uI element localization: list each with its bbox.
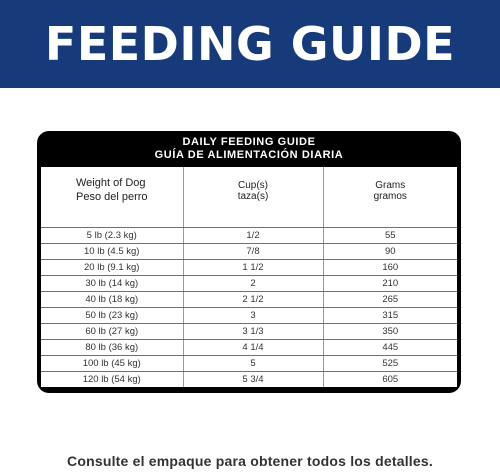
cups-cell: 1 1/2 [183,259,323,275]
grams-cell: 315 [323,307,457,323]
grams-header-english: Grams [375,180,406,191]
grams-cell: 605 [382,373,399,385]
cups-header-spanish: taza(s) [237,191,269,202]
grams-cell: 55 [323,227,457,243]
grams-cell: 90 [323,243,457,259]
table-row [41,371,457,387]
cups-header-english: Cup(s) [237,180,268,191]
table-title-spanish: GUÍA DE ALIMENTACIÓN DIARIA [154,149,344,161]
weight-cell: 60 lb (27 kg) [41,323,183,339]
feeding-table [41,167,457,387]
grams-cell: 525 [323,355,457,371]
weight-cell: 100 lb (45 kg) [41,355,183,371]
weight-cell: 10 lb (4.5 kg) [41,243,183,259]
header-banner [0,0,500,88]
table-title-english: DAILY FEEDING GUIDE [182,136,316,148]
header-row [41,167,457,227]
weight-cell: 80 lb (36 kg) [41,339,183,355]
grams-cell: 350 [323,323,457,339]
grams-header-spanish: gramos [373,191,407,202]
table-row [41,243,457,259]
weight-cell: 5 lb (2.3 kg) [41,227,183,243]
weight-cell: 40 lb (18 kg) [41,291,183,307]
cups-cell: 3 [183,307,323,323]
weight-cell: 50 lb (23 kg) [41,307,183,323]
cups-cell: 5 [183,355,323,371]
cups-cell: 7/8 [183,243,323,259]
cups-cell: 4 1/4 [183,339,323,355]
grams-cell: 160 [323,259,457,275]
table-row [41,355,457,371]
cups-cell: 3 1/3 [183,323,323,339]
table-row [41,323,457,339]
table-row [41,227,457,243]
weight-cell: 120 lb (54 kg) [41,371,183,387]
grams-column-header [323,167,457,227]
weight-header-english: Weight of Dog [76,177,146,189]
table-row [41,259,457,275]
table-row [41,339,457,355]
weight-column-header [41,167,183,227]
page-title: FEEDING GUIDE [44,17,456,71]
cups-cell: 1/2 [183,227,323,243]
weight-cell: 20 lb (9.1 kg) [41,259,183,275]
weight-cell: 30 lb (14 kg) [41,275,183,291]
grams-cell: 265 [323,291,457,307]
cups-column-header [183,167,323,227]
weight-header-spanish: Peso del perro [76,191,148,203]
feeding-table-card [37,131,461,393]
cups-cell: 2 [183,275,323,291]
table-row [41,307,457,323]
cups-cell: 5 3/4 [183,371,323,387]
cups-cell: 2 1/2 [183,291,323,307]
grams-cell: 445 [323,339,457,355]
table-body [41,167,457,387]
footer-note: Consulte el empaque para obtener todos los detalles. [67,453,433,469]
table-row [41,275,457,291]
grams-cell: 210 [323,275,457,291]
table-row [41,291,457,307]
table-title [37,131,461,167]
